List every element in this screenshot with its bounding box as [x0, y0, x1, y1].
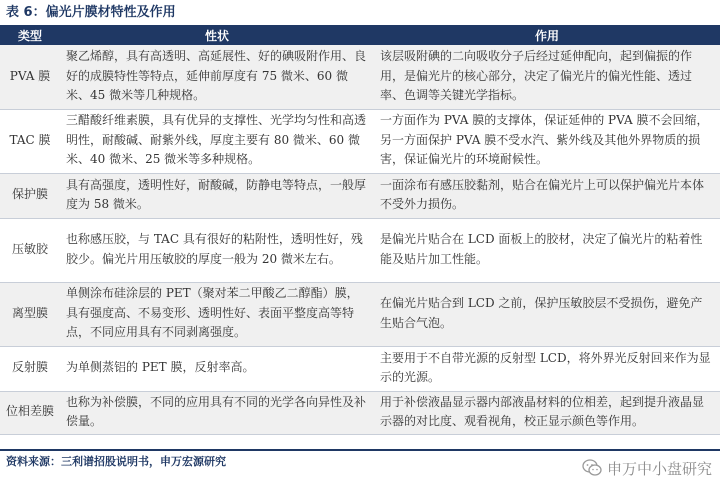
table-row	[0, 173, 720, 218]
cell-properties: 单侧涂布硅涂层的 PET（聚对苯二甲酸乙二醇酯）膜，具有强度高、不易变形、透明性好、表面平整度高等特点，不同应用具有不同剥离强度。	[60, 282, 374, 346]
table-row	[0, 346, 720, 391]
cell-type: 压敏胶	[0, 218, 60, 282]
cell-type: 保护膜	[0, 173, 60, 218]
source-note: 资料来源：三利谱招股说明书，申万宏源研究	[6, 455, 226, 468]
cell-properties: 三醋酸纤维素膜，具有优异的支撑性、光学均匀性和高透明性，耐酸碱、耐紫外线，厚度主要有 80 微米、60 微米、40 微米、25 微米等多种规格。	[60, 109, 374, 173]
header-role: 作用	[374, 25, 720, 45]
cell-role: 是偏光片贴合在 LCD 面板上的胶材，决定了偏光片的粘着性能及贴片加工性能。	[374, 218, 720, 282]
cell-properties: 具有高强度，透明性好，耐酸碱，防静电等特点，一般厚度为 58 微米。	[60, 173, 374, 218]
cell-role: 一面涂布有感压胶黏剂，贴合在偏光片上可以保护偏光片本体不受外力损伤。	[374, 173, 720, 218]
cell-role: 在偏光片贴合到 LCD 之前，保护压敏胶层不受损伤，避免产生贴合气泡。	[374, 282, 720, 346]
table-row	[0, 391, 720, 434]
cell-role: 一方面作为 PVA 膜的支撑体，保证延伸的 PVA 膜不会回缩，另一方面保护 PVA 膜不受水汽、紫外线及其他外界物质的损害，保证偏光片的环境耐候性。	[374, 109, 720, 173]
table-row	[0, 109, 720, 173]
header-type: 类型	[0, 25, 60, 45]
table-bottom-rule	[0, 449, 720, 451]
cell-properties: 也称感压胶，与 TAC 具有很好的粘附性，透明性好，残胶少。偏光片用压敏胶的厚度一般为 20 微米左右。	[60, 218, 374, 282]
watermark	[582, 455, 712, 481]
wechat-icon	[582, 459, 602, 477]
cell-role: 用于补偿液晶显示器内部液晶材料的位相差，起到提升液晶显示器的对比度、观看视角，校正显示颜色等作用。	[374, 391, 720, 434]
table-row	[0, 282, 720, 346]
cell-type: TAC 膜	[0, 109, 60, 173]
cell-type: 位相差膜	[0, 391, 60, 434]
cell-properties: 为单侧蒸铝的 PET 膜，反射率高。	[60, 346, 374, 391]
cell-role: 主要用于不自带光源的反射型 LCD，将外界光反射回来作为显示的光源。	[374, 346, 720, 391]
cell-role: 该层吸附碘的二向吸收分子后经过延伸配向，起到偏振的作用，是偏光片的核心部分，决定了偏光片的偏光性能、透过率、色调等关键光学指标。	[374, 45, 720, 109]
table-row	[0, 45, 720, 109]
cell-properties: 也称为补偿膜，不同的应用具有不同的光学各向异性及补偿量。	[60, 391, 374, 434]
film-properties-table	[0, 25, 720, 435]
cell-properties: 聚乙烯醇，具有高透明、高延展性、好的碘吸附作用、良好的成膜特性等特点，延伸前厚度有 75 微米、60 微米、45 微米等几种规格。	[60, 45, 374, 109]
cell-type: PVA 膜	[0, 45, 60, 109]
table-header-row	[0, 25, 720, 45]
table-row	[0, 218, 720, 282]
watermark-text: 申万中小盘研究	[606, 459, 712, 478]
cell-type: 反射膜	[0, 346, 60, 391]
table-title: 表 6：偏光片膜材特性及作用	[6, 5, 176, 20]
cell-type: 离型膜	[0, 282, 60, 346]
header-properties: 性状	[60, 25, 374, 45]
